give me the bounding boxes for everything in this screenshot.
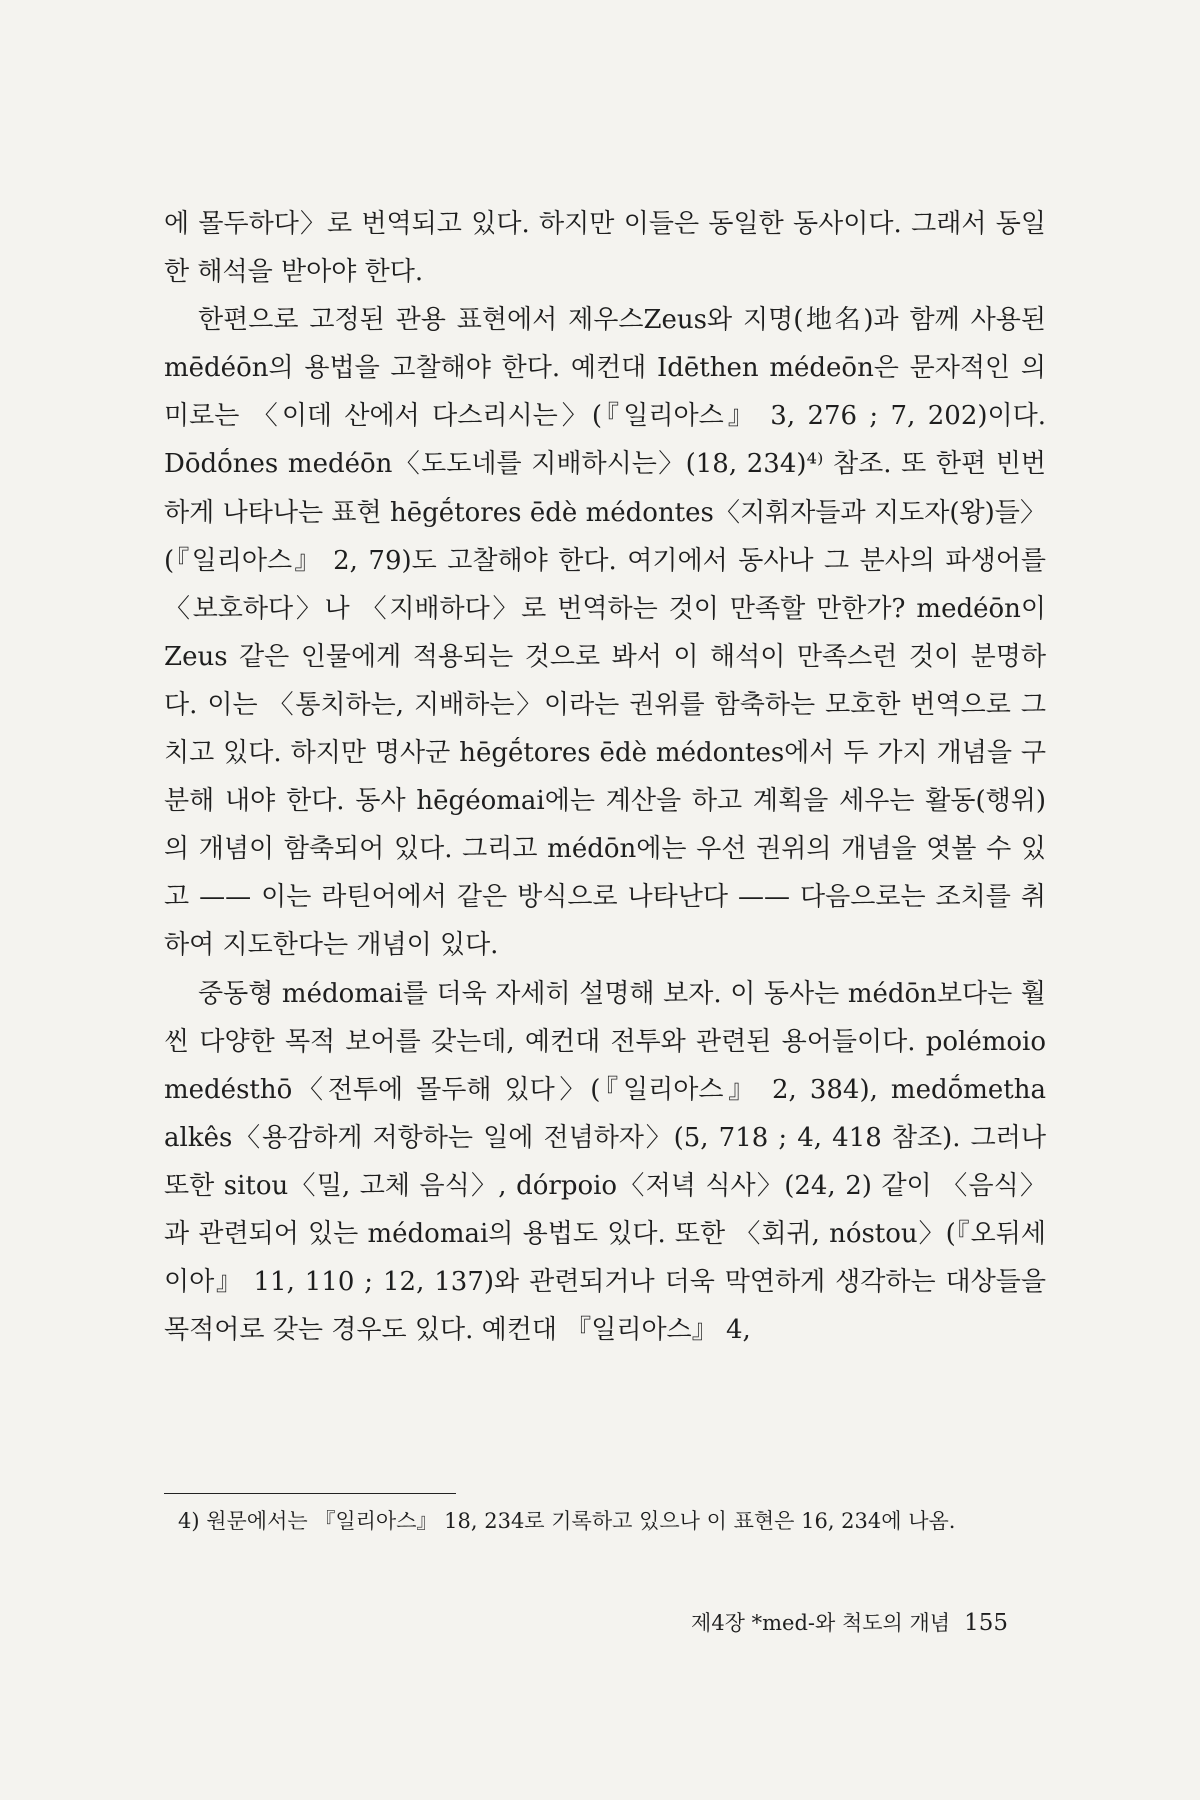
footnote: 4) 원문에서는 『일리아스』 18, 234로 기록하고 있으나 이 표현은 16, 234에 나옴. <box>178 1509 956 1533</box>
page-number: 155 <box>964 1610 1008 1636</box>
paragraph-continued: 에 몰두하다〉로 번역되고 있다. 하지만 이들은 동일한 동사이다. 그래서 동일한 해석을 받아야 한다. <box>164 209 1046 288</box>
paragraph: 한편으로 고정된 관용 표현에서 제우스Zeus와 지명(地名)과 함께 사용된 mēdéōn의 용법을 고찰해야 한다. 예컨대 Idēthen médeōn은 문자적인 의미로는 〈이데 산에서 다스리시는〉(『일리아스』 3, 276 ; 7, 202)이다. Dōdṓnes medéōn〈도도네를 지배하시는〉(18, 234)⁴⁾ 참조. 또 한편 빈번하게 나타나는 표현 hēgḗtores ēdè médontes〈지휘자들과 지도자(왕)들〉(『일리아스』 2, 79)도 고찰해야 한다. 여기에서 동사나 그 분사의 파생어를 〈보호하다〉나 〈지배하다〉로 번역하는 것이 만족할 만한가? medéōn이 Zeus 같은 인물에게 적용되는 것으로 봐서 이 해석이 만족스런 것이 분명하다. 이는 〈통치하는, 지배하는〉이라는 권위를 함축하는 모호한 번역으로 그치고 있다. 하지만 명사군 hēgḗtores ēdè médontes에서 두 가지 개념을 구분해 내야 한다. 동사 hēgéomai에는 계산을 하고 계획을 세우는 활동(행위)의 개념이 함축되어 있다. 그리고 médōn에는 우선 권위의 개념을 엿볼 수 있고 —— 이는 라틴어에서 같은 방식으로 나타난다 —— 다음으로는 조치를 취하여 지도한다는 개념이 있다. <box>164 305 1046 961</box>
running-footer <box>691 1608 1008 1638</box>
body-text <box>164 200 1046 1354</box>
paragraph: 중동형 médomai를 더욱 자세히 설명해 보자. 이 동사는 médōn보다는 훨씬 다양한 목적 보어를 갖는데, 예컨대 전투와 관련된 용어들이다. polémoio medésthō〈전투에 몰두해 있다〉(『일리아스』 2, 384), medṓmetha alkês〈용감하게 저항하는 일에 전념하자〉(5, 718 ; 4, 418 참조). 그러나 또한 sitou〈밀, 고체 음식〉, dórpoio〈저녁 식사〉(24, 2) 같이 〈음식〉과 관련되어 있는 médomai의 용법도 있다. 또한 〈회귀, nóstou〉(『오뒤세이아』 11, 110 ; 12, 137)와 관련되거나 더욱 막연하게 생각하는 대상들을 목적어로 갖는 경우도 있다. 예컨대 『일리아스』 4, <box>164 978 1046 1346</box>
footnote-divider <box>164 1493 456 1494</box>
chapter-title: 제4장 *med-와 척도의 개념 <box>691 1611 951 1635</box>
